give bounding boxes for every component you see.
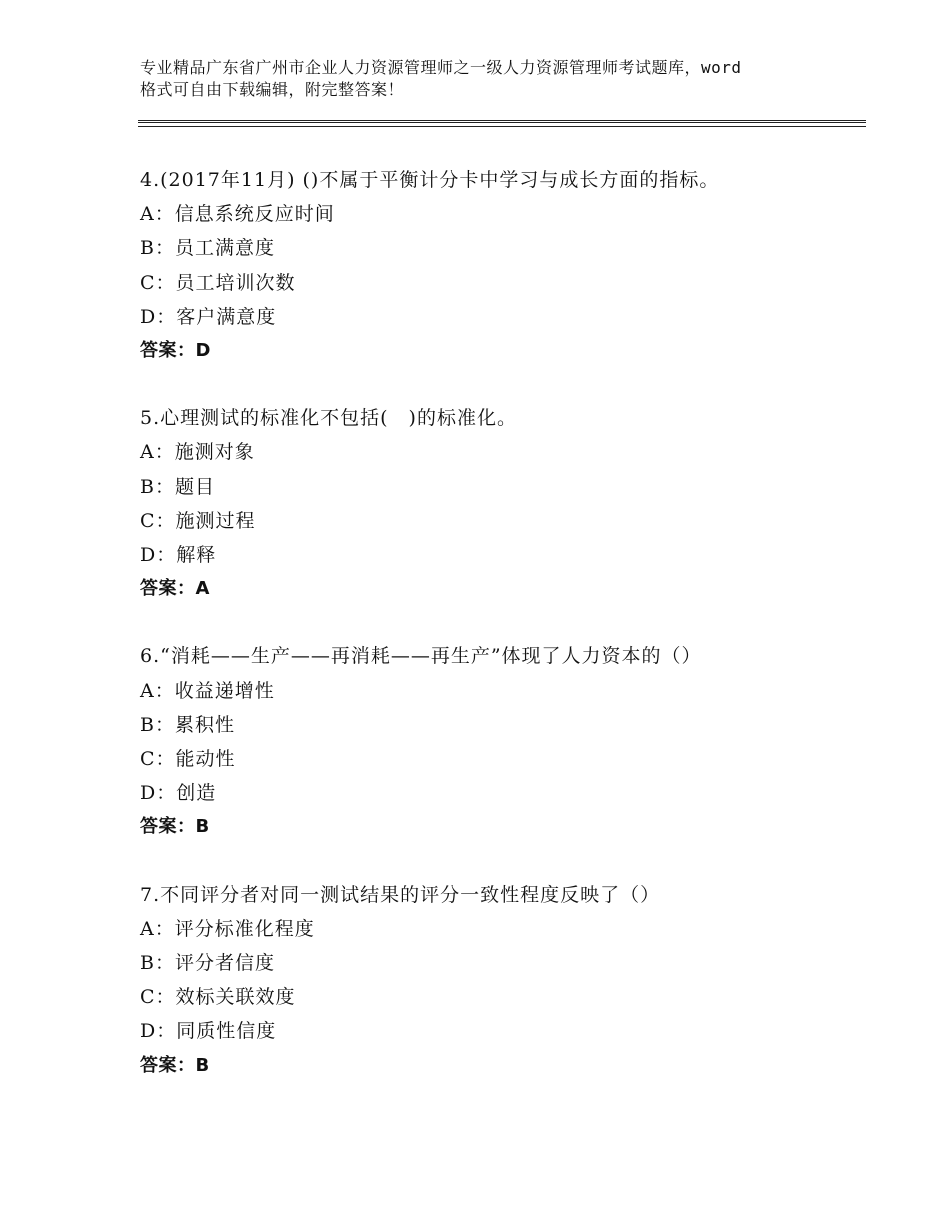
header-line-1: 专业精品广东省广州市企业人力资源管理师之一级人力资源管理师考试题库，word: [140, 58, 742, 77]
question-5: [140, 401, 860, 606]
answer: 答案：B: [140, 816, 210, 838]
option-c: C：施测过程: [140, 509, 256, 532]
question-list: [140, 163, 860, 1116]
question-stem: 6.“消耗——生产——再消耗——再生产”体现了人力资本的（）: [140, 645, 702, 668]
answer: 答案：B: [140, 1054, 210, 1076]
question-stem: 5.心理测试的标准化不包括( )的标准化。: [140, 407, 517, 430]
option-c: C：员工培训次数: [140, 271, 296, 294]
option-b: B：员工满意度: [140, 237, 275, 260]
question-stem: 4.(2017年11月) ()不属于平衡计分卡中学习与成长方面的指标。: [140, 169, 720, 191]
option-a: A：收益递增性: [140, 679, 275, 702]
option-d: D：客户满意度: [140, 305, 277, 328]
question-7: [140, 878, 860, 1083]
option-d: D：解释: [140, 544, 217, 567]
option-b: B：评分者信度: [140, 952, 275, 975]
option-a: A：信息系统反应时间: [140, 203, 335, 226]
answer: 答案：D: [140, 340, 211, 362]
option-a: A：施测对象: [140, 441, 255, 464]
option-d: D：同质性信度: [140, 1020, 277, 1043]
header-double-rule: [138, 120, 866, 127]
question-stem: 7.不同评分者对同一测试结果的评分一致性程度反映了（）: [140, 883, 661, 906]
option-c: C：效标关联效度: [140, 986, 296, 1009]
option-c: C：能动性: [140, 748, 236, 771]
option-d: D：创造: [140, 782, 217, 805]
question-6: [140, 639, 860, 844]
header-line-2: 格式可自由下载编辑，附完整答案！: [140, 80, 405, 99]
answer: 答案：A: [140, 578, 210, 600]
question-4: [140, 163, 860, 368]
option-a: A：评分标准化程度: [140, 917, 315, 940]
document-header: [140, 57, 840, 101]
option-b: B：题目: [140, 475, 215, 498]
option-b: B：累积性: [140, 713, 235, 736]
